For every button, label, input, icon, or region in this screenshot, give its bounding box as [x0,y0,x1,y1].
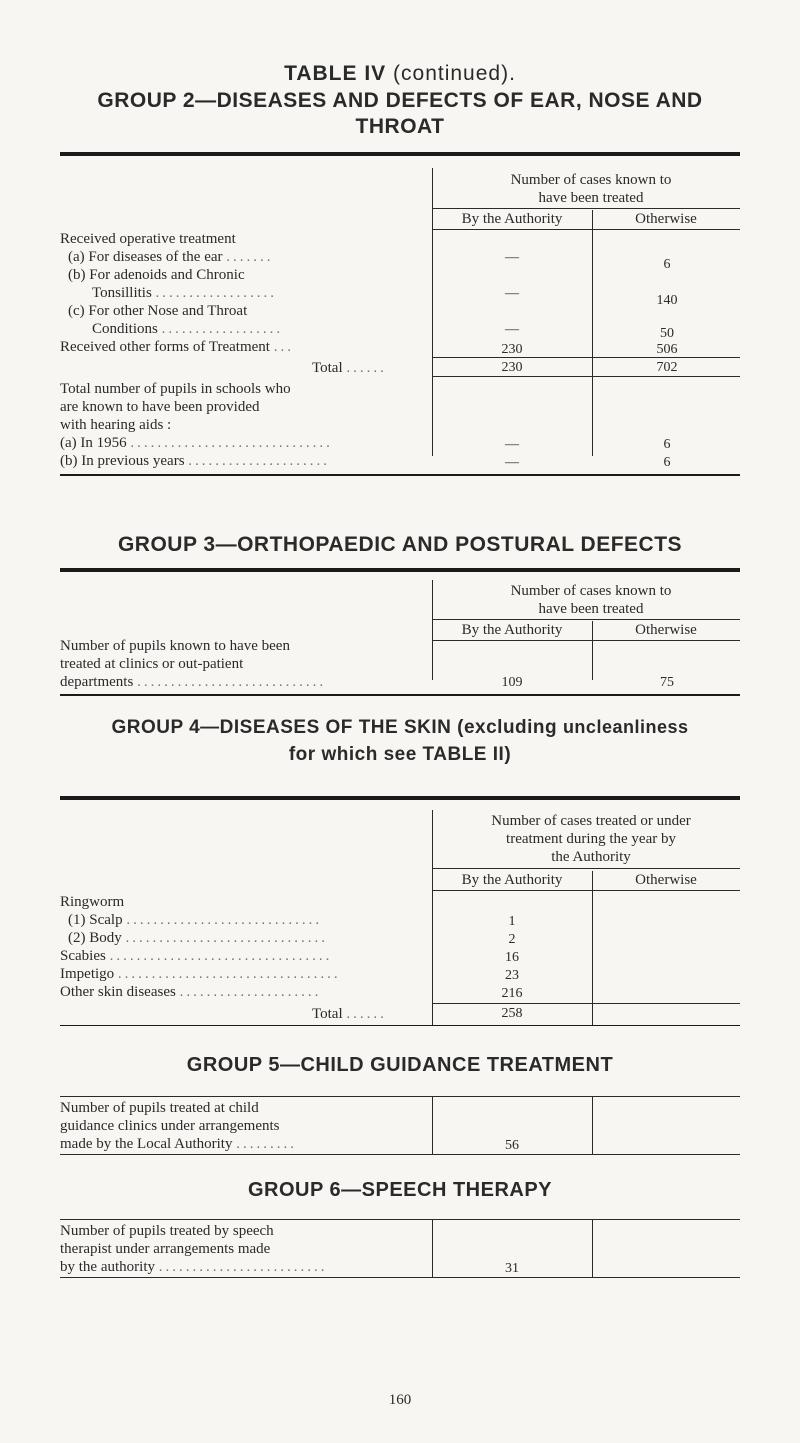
group5-row-line3: made by the Local Authority ......... [60,1136,297,1152]
group4-row-total: Total ...... [312,1006,387,1022]
group4-row-scabies: Scabies ................................. [60,948,333,964]
group2-col-group-line1: Number of cases known to [510,172,672,188]
group3-col-group-line1: Number of cases known to [510,583,672,599]
group2-row-total: Total ...... [312,360,387,376]
group2-other-authority: 230 [501,342,523,357]
group3-col-otherwise: Otherwise [635,622,697,638]
group2-hearing-b-otherwise: 6 [663,455,671,470]
group3-value-authority: 109 [501,675,523,690]
group2-col-otherwise: Otherwise [635,211,697,227]
group2-hearing-b-authority: — [505,455,519,470]
group5-col-divider [592,1096,593,1154]
page-number: 160 [388,1392,412,1408]
table-title-text: TABLE IV [284,62,387,85]
group6-col-divider [592,1219,593,1277]
group3-col-divider [592,621,593,680]
group2-total-authority: 230 [501,360,523,375]
group3-value-otherwise: 75 [660,675,674,690]
group4-subhead-rule [432,868,740,869]
group4-col-group-line1: Number of cases treated or under [491,813,691,829]
group6-row-line1: Number of pupils treated by speech [60,1223,274,1239]
group2-other-otherwise: 506 [656,342,678,357]
group4-row-impetigo: Impetigo ................................. [60,966,341,982]
group2-hearing-a: (a) In 1956 .............................. [60,435,333,451]
group3-col-group-line2: have been treated [538,601,644,617]
group2-bottom-rule [60,474,740,476]
group2-header-bottom-rule [432,229,740,230]
group3-header-bottom-rule [432,640,740,641]
group3-bottom-rule [60,694,740,696]
group4-col-group-line2: treatment during the year by [506,831,676,847]
group6-label-divider [432,1219,433,1277]
group2-hearing-col-divider [592,376,593,456]
group2-heading-line1: GROUP 2—DISEASES AND DEFECTS OF EAR, NOSE AND [97,89,703,112]
group3-row-line2: treated at clinics or out-patient [60,656,244,672]
group4-top-rule [60,796,740,800]
group4-row-other: Other skin diseases ..................... [60,984,322,1000]
group4-body-value: 2 [508,932,516,947]
group2-nose-authority: — [505,322,519,337]
group2-hearing-a-authority: — [505,437,519,452]
group5-top-rule [60,1096,740,1097]
group4-col-otherwise: Otherwise [635,872,697,888]
group2-row-other-treatment: Received other forms of Treatment ... [60,339,294,355]
group4-heading-line1: GROUP 4—DISEASES OF THE SKIN (excluding uncleanliness [111,717,689,738]
group4-bottom-rule [60,1025,740,1026]
group2-adenoids-authority: — [505,286,519,301]
group2-row-adenoids-line2: Tonsillitis .................. [92,285,278,301]
group2-ear-otherwise: 6 [663,257,671,272]
group2-hearing-divider [432,376,433,456]
group2-row-ear: (a) For diseases of the ear ....... [68,249,274,265]
group4-row-scalp: (1) Scalp ............................. [68,912,323,928]
group2-nose-otherwise: 50 [660,326,674,341]
group2-hearing-a-otherwise: 6 [663,437,671,452]
group4-col-authority: By the Authority [461,872,563,888]
group3-top-rule [60,568,740,572]
group6-value: 31 [505,1261,519,1276]
group5-row-line2: guidance clinics under arrangements [60,1118,280,1134]
group4-label-divider [432,810,433,1026]
group5-value: 56 [505,1138,519,1153]
group2-hearing-line2: are known to have been provided [60,399,260,415]
group2-hearing-line1: Total number of pupils in schools who [60,381,291,397]
group2-col-group-line2: have been treated [538,190,644,206]
group4-total-value: 258 [501,1006,523,1021]
group3-heading: GROUP 3—ORTHOPAEDIC AND POSTURAL DEFECTS [117,533,683,556]
group4-col-group-line3: the Authority [551,849,631,865]
group2-subhead-rule [432,208,740,209]
group4-total-top-rule [432,1003,740,1004]
group5-row-line1: Number of pupils treated at child [60,1100,259,1116]
group2-total-bottom-rule [432,376,740,377]
group3-col-authority: By the Authority [461,622,563,638]
group4-row-ringworm: Ringworm [60,894,125,910]
group6-row-line3: by the authority ......................... [60,1259,328,1275]
group6-row-line2: therapist under arrangements made [60,1241,271,1257]
group6-bottom-rule [60,1277,740,1278]
group2-ear-authority: — [505,250,519,265]
table-title [0,62,800,86]
group2-col-authority: By the Authority [461,211,563,227]
group4-other-value: 216 [501,986,523,1001]
group6-heading: GROUP 6—SPEECH THERAPY [247,1179,553,1201]
group3-subhead-rule [432,619,740,620]
group4-row-body: (2) Body .............................. [68,930,328,946]
group4-header-bottom-rule [432,890,740,891]
group5-label-divider [432,1096,433,1154]
group2-hearing-b: (b) In previous years ..................... [60,453,331,469]
group2-row-adenoids-line1: (b) For adenoids and Chronic [68,267,245,283]
group6-top-rule [60,1219,740,1220]
group2-hearing-line3: with hearing aids : [60,417,172,433]
group4-heading-line2: for which see TABLE II) [288,744,512,765]
group2-total-top-rule [432,357,740,358]
table-continued: (continued). [393,62,516,85]
group3-row-line1: Number of pupils known to have been [60,638,290,654]
group5-heading: GROUP 5—CHILD GUIDANCE TREATMENT [186,1054,614,1076]
group4-impetigo-value: 23 [505,968,519,983]
group4-scabies-value: 16 [505,950,519,965]
group2-top-rule [60,152,740,156]
group2-row-nose-line1: (c) For other Nose and Throat [68,303,248,319]
group2-adenoids-otherwise: 140 [656,293,678,308]
group4-scalp-value: 1 [508,914,516,929]
group2-total-otherwise: 702 [656,360,678,375]
group5-bottom-rule [60,1154,740,1155]
group3-row-line3: departments ............................ [60,674,327,690]
group2-heading-line2: THROAT [355,115,445,138]
group2-row-operative: Received operative treatment [60,231,236,247]
group2-row-nose-line2: Conditions .................. [92,321,284,337]
